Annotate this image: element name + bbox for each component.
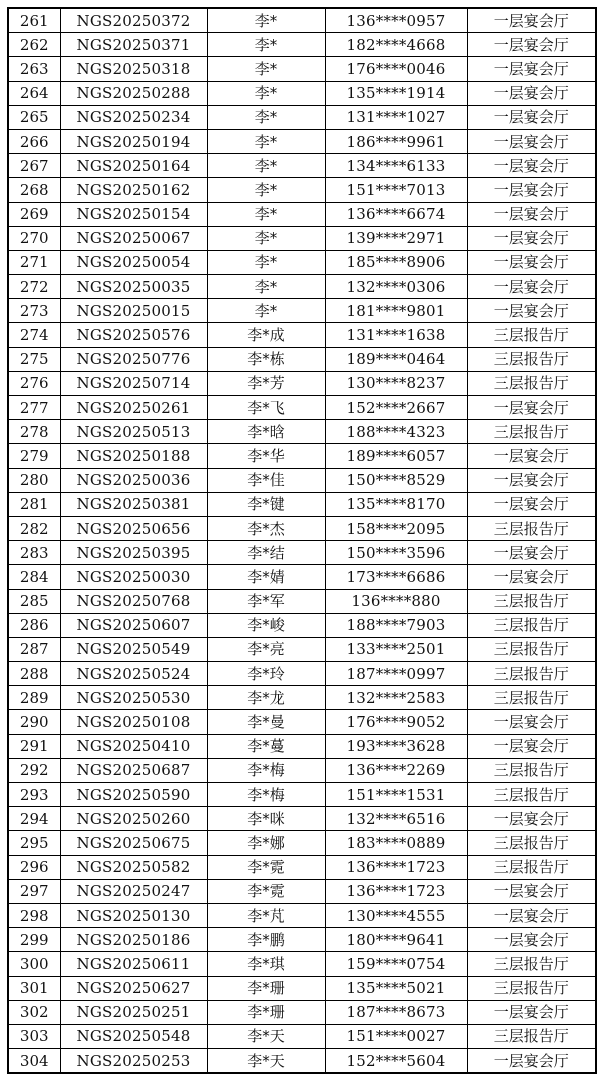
name-cell: 李*鹏 <box>207 928 325 952</box>
venue-cell: 一层宴会厅 <box>467 541 596 565</box>
registration-id-cell: NGS20250607 <box>60 613 207 637</box>
row-number-cell: 277 <box>8 396 60 420</box>
venue-cell: 三层报告厅 <box>467 347 596 371</box>
name-cell: 李*娜 <box>207 831 325 855</box>
row-number-cell: 261 <box>8 8 60 33</box>
name-cell: 李*成 <box>207 323 325 347</box>
name-cell: 李*结 <box>207 541 325 565</box>
registration-id-cell: NGS20250253 <box>60 1049 207 1074</box>
venue-cell: 一层宴会厅 <box>467 928 596 952</box>
phone-cell: 158****2095 <box>325 516 467 540</box>
venue-cell: 三层报告厅 <box>467 855 596 879</box>
venue-cell: 一层宴会厅 <box>467 903 596 927</box>
phone-cell: 188****7903 <box>325 613 467 637</box>
venue-cell: 一层宴会厅 <box>467 807 596 831</box>
table-row <box>8 347 596 371</box>
table-row <box>8 468 596 492</box>
row-number-cell: 282 <box>8 516 60 540</box>
phone-cell: 182****4668 <box>325 33 467 57</box>
venue-cell: 三层报告厅 <box>467 976 596 1000</box>
registration-id-cell: NGS20250530 <box>60 686 207 710</box>
row-number-cell: 286 <box>8 613 60 637</box>
row-number-cell: 270 <box>8 226 60 250</box>
registration-id-cell: NGS20250054 <box>60 250 207 274</box>
phone-cell: 136****6674 <box>325 202 467 226</box>
phone-cell: 151****7013 <box>325 178 467 202</box>
registration-id-cell: NGS20250154 <box>60 202 207 226</box>
registration-id-cell: NGS20250188 <box>60 444 207 468</box>
row-number-cell: 276 <box>8 371 60 395</box>
phone-cell: 188****4323 <box>325 420 467 444</box>
name-cell: 李* <box>207 275 325 299</box>
phone-cell: 185****8906 <box>325 250 467 274</box>
row-number-cell: 294 <box>8 807 60 831</box>
registration-id-cell: NGS20250194 <box>60 129 207 153</box>
registration-id-cell: NGS20250067 <box>60 226 207 250</box>
table-row <box>8 492 596 516</box>
table-row <box>8 8 596 33</box>
phone-cell: 130****4555 <box>325 903 467 927</box>
name-cell: 李*杰 <box>207 516 325 540</box>
row-number-cell: 263 <box>8 57 60 81</box>
row-number-cell: 265 <box>8 105 60 129</box>
venue-cell: 一层宴会厅 <box>467 154 596 178</box>
registration-id-cell: NGS20250247 <box>60 879 207 903</box>
table-body <box>8 8 596 1073</box>
registration-id-cell: NGS20250030 <box>60 565 207 589</box>
name-cell: 李* <box>207 8 325 33</box>
table-row <box>8 903 596 927</box>
name-cell: 李* <box>207 33 325 57</box>
venue-cell: 三层报告厅 <box>467 686 596 710</box>
phone-cell: 186****9961 <box>325 129 467 153</box>
table-row <box>8 299 596 323</box>
venue-cell: 一层宴会厅 <box>467 33 596 57</box>
phone-cell: 150****3596 <box>325 541 467 565</box>
row-number-cell: 290 <box>8 710 60 734</box>
registration-id-cell: NGS20250036 <box>60 468 207 492</box>
row-number-cell: 273 <box>8 299 60 323</box>
venue-cell: 三层报告厅 <box>467 637 596 661</box>
name-cell: 李*飞 <box>207 396 325 420</box>
phone-cell: 132****0306 <box>325 275 467 299</box>
registration-id-cell: NGS20250410 <box>60 734 207 758</box>
name-cell: 李* <box>207 226 325 250</box>
registration-id-cell: NGS20250687 <box>60 758 207 782</box>
registration-id-cell: NGS20250656 <box>60 516 207 540</box>
table-row <box>8 226 596 250</box>
name-cell: 李* <box>207 202 325 226</box>
table-row <box>8 420 596 444</box>
venue-cell: 一层宴会厅 <box>467 178 596 202</box>
name-cell: 李* <box>207 105 325 129</box>
row-number-cell: 264 <box>8 81 60 105</box>
row-number-cell: 296 <box>8 855 60 879</box>
table-row <box>8 81 596 105</box>
venue-cell: 一层宴会厅 <box>467 299 596 323</box>
phone-cell: 133****2501 <box>325 637 467 661</box>
registration-id-cell: NGS20250776 <box>60 347 207 371</box>
registration-id-cell: NGS20250714 <box>60 371 207 395</box>
venue-cell: 一层宴会厅 <box>467 57 596 81</box>
table-row <box>8 928 596 952</box>
row-number-cell: 288 <box>8 662 60 686</box>
phone-cell: 180****9641 <box>325 928 467 952</box>
name-cell: 李*梅 <box>207 758 325 782</box>
registration-id-cell: NGS20250015 <box>60 299 207 323</box>
venue-cell: 一层宴会厅 <box>467 250 596 274</box>
phone-cell: 151****0027 <box>325 1024 467 1048</box>
registration-id-cell: NGS20250627 <box>60 976 207 1000</box>
row-number-cell: 295 <box>8 831 60 855</box>
phone-cell: 152****2667 <box>325 396 467 420</box>
phone-cell: 130****8237 <box>325 371 467 395</box>
name-cell: 李*华 <box>207 444 325 468</box>
venue-cell: 三层报告厅 <box>467 758 596 782</box>
phone-cell: 134****6133 <box>325 154 467 178</box>
table-row <box>8 129 596 153</box>
venue-cell: 一层宴会厅 <box>467 81 596 105</box>
registration-id-cell: NGS20250549 <box>60 637 207 661</box>
venue-cell: 一层宴会厅 <box>467 8 596 33</box>
name-cell: 李*梅 <box>207 783 325 807</box>
row-number-cell: 281 <box>8 492 60 516</box>
name-cell: 李*咪 <box>207 807 325 831</box>
name-cell: 李* <box>207 250 325 274</box>
registration-id-cell: NGS20250186 <box>60 928 207 952</box>
row-number-cell: 304 <box>8 1049 60 1074</box>
name-cell: 李*婧 <box>207 565 325 589</box>
registration-id-cell: NGS20250582 <box>60 855 207 879</box>
phone-cell: 187****8673 <box>325 1000 467 1024</box>
name-cell: 李*珊 <box>207 1000 325 1024</box>
table-row <box>8 154 596 178</box>
registration-id-cell: NGS20250590 <box>60 783 207 807</box>
phone-cell: 136****0957 <box>325 8 467 33</box>
registration-id-cell: NGS20250675 <box>60 831 207 855</box>
table-row <box>8 637 596 661</box>
venue-cell: 一层宴会厅 <box>467 275 596 299</box>
name-cell: 李* <box>207 129 325 153</box>
row-number-cell: 293 <box>8 783 60 807</box>
name-cell: 李*佳 <box>207 468 325 492</box>
venue-cell: 一层宴会厅 <box>467 444 596 468</box>
name-cell: 李*芃 <box>207 903 325 927</box>
registration-id-cell: NGS20250261 <box>60 396 207 420</box>
row-number-cell: 283 <box>8 541 60 565</box>
table-row <box>8 758 596 782</box>
name-cell: 李* <box>207 57 325 81</box>
row-number-cell: 272 <box>8 275 60 299</box>
venue-cell: 一层宴会厅 <box>467 1049 596 1074</box>
venue-cell: 三层报告厅 <box>467 516 596 540</box>
row-number-cell: 266 <box>8 129 60 153</box>
phone-cell: 187****0997 <box>325 662 467 686</box>
registration-id-cell: NGS20250234 <box>60 105 207 129</box>
row-number-cell: 268 <box>8 178 60 202</box>
table-row <box>8 202 596 226</box>
venue-cell: 一层宴会厅 <box>467 492 596 516</box>
phone-cell: 151****1531 <box>325 783 467 807</box>
name-cell: 李*军 <box>207 589 325 613</box>
row-number-cell: 287 <box>8 637 60 661</box>
name-cell: 李*天 <box>207 1024 325 1048</box>
name-cell: 李* <box>207 299 325 323</box>
registration-id-cell: NGS20250768 <box>60 589 207 613</box>
venue-cell: 一层宴会厅 <box>467 1000 596 1024</box>
name-cell: 李*键 <box>207 492 325 516</box>
phone-cell: 181****9801 <box>325 299 467 323</box>
registration-id-cell: NGS20250611 <box>60 952 207 976</box>
phone-cell: 136****2269 <box>325 758 467 782</box>
registration-id-cell: NGS20250381 <box>60 492 207 516</box>
row-number-cell: 267 <box>8 154 60 178</box>
registration-id-cell: NGS20250164 <box>60 154 207 178</box>
registration-id-cell: NGS20250318 <box>60 57 207 81</box>
table-row <box>8 879 596 903</box>
row-number-cell: 292 <box>8 758 60 782</box>
registration-list-sheet <box>7 7 595 1074</box>
row-number-cell: 285 <box>8 589 60 613</box>
row-number-cell: 279 <box>8 444 60 468</box>
table-row <box>8 516 596 540</box>
row-number-cell: 301 <box>8 976 60 1000</box>
venue-cell: 一层宴会厅 <box>467 105 596 129</box>
registration-id-cell: NGS20250372 <box>60 8 207 33</box>
registration-id-cell: NGS20250395 <box>60 541 207 565</box>
venue-cell: 一层宴会厅 <box>467 734 596 758</box>
venue-cell: 一层宴会厅 <box>467 226 596 250</box>
registration-id-cell: NGS20250130 <box>60 903 207 927</box>
registration-id-cell: NGS20250524 <box>60 662 207 686</box>
table-row <box>8 57 596 81</box>
table-row <box>8 275 596 299</box>
row-number-cell: 274 <box>8 323 60 347</box>
name-cell: 李*曼 <box>207 710 325 734</box>
name-cell: 李*龙 <box>207 686 325 710</box>
venue-cell: 一层宴会厅 <box>467 468 596 492</box>
venue-cell: 一层宴会厅 <box>467 202 596 226</box>
registration-id-cell: NGS20250251 <box>60 1000 207 1024</box>
table-row <box>8 686 596 710</box>
venue-cell: 一层宴会厅 <box>467 565 596 589</box>
row-number-cell: 289 <box>8 686 60 710</box>
table-row <box>8 831 596 855</box>
registration-id-cell: NGS20250162 <box>60 178 207 202</box>
venue-cell: 三层报告厅 <box>467 831 596 855</box>
table-row <box>8 1000 596 1024</box>
row-number-cell: 280 <box>8 468 60 492</box>
phone-cell: 135****8170 <box>325 492 467 516</box>
name-cell: 李*栋 <box>207 347 325 371</box>
name-cell: 李*晗 <box>207 420 325 444</box>
venue-cell: 三层报告厅 <box>467 589 596 613</box>
row-number-cell: 269 <box>8 202 60 226</box>
name-cell: 李*霓 <box>207 855 325 879</box>
registration-id-cell: NGS20250576 <box>60 323 207 347</box>
phone-cell: 176****9052 <box>325 710 467 734</box>
name-cell: 李*峻 <box>207 613 325 637</box>
table-row <box>8 541 596 565</box>
phone-cell: 135****5021 <box>325 976 467 1000</box>
venue-cell: 三层报告厅 <box>467 662 596 686</box>
table-row <box>8 33 596 57</box>
venue-cell: 三层报告厅 <box>467 420 596 444</box>
table-row <box>8 565 596 589</box>
table-row <box>8 855 596 879</box>
table-row <box>8 371 596 395</box>
row-number-cell: 298 <box>8 903 60 927</box>
name-cell: 李*霓 <box>207 879 325 903</box>
name-cell: 李*琪 <box>207 952 325 976</box>
venue-cell: 三层报告厅 <box>467 952 596 976</box>
table-row <box>8 589 596 613</box>
phone-cell: 132****2583 <box>325 686 467 710</box>
table-row <box>8 710 596 734</box>
phone-cell: 150****8529 <box>325 468 467 492</box>
table-row <box>8 807 596 831</box>
registration-id-cell: NGS20250371 <box>60 33 207 57</box>
registration-id-cell: NGS20250035 <box>60 275 207 299</box>
name-cell: 李*芳 <box>207 371 325 395</box>
table-row <box>8 952 596 976</box>
venue-cell: 一层宴会厅 <box>467 129 596 153</box>
registration-id-cell: NGS20250548 <box>60 1024 207 1048</box>
venue-cell: 三层报告厅 <box>467 323 596 347</box>
venue-cell: 三层报告厅 <box>467 783 596 807</box>
registration-id-cell: NGS20250288 <box>60 81 207 105</box>
name-cell: 李*亮 <box>207 637 325 661</box>
venue-cell: 一层宴会厅 <box>467 396 596 420</box>
phone-cell: 173****6686 <box>325 565 467 589</box>
row-number-cell: 302 <box>8 1000 60 1024</box>
table-row <box>8 662 596 686</box>
registration-id-cell: NGS20250108 <box>60 710 207 734</box>
registration-id-cell: NGS20250513 <box>60 420 207 444</box>
phone-cell: 189****6057 <box>325 444 467 468</box>
table-row <box>8 783 596 807</box>
row-number-cell: 300 <box>8 952 60 976</box>
phone-cell: 183****0889 <box>325 831 467 855</box>
table-row <box>8 976 596 1000</box>
row-number-cell: 299 <box>8 928 60 952</box>
venue-cell: 一层宴会厅 <box>467 710 596 734</box>
registration-id-cell: NGS20250260 <box>60 807 207 831</box>
row-number-cell: 271 <box>8 250 60 274</box>
table-row <box>8 105 596 129</box>
name-cell: 李*玲 <box>207 662 325 686</box>
phone-cell: 131****1638 <box>325 323 467 347</box>
row-number-cell: 262 <box>8 33 60 57</box>
table-row <box>8 250 596 274</box>
table-row <box>8 178 596 202</box>
row-number-cell: 291 <box>8 734 60 758</box>
phone-cell: 131****1027 <box>325 105 467 129</box>
venue-cell: 三层报告厅 <box>467 1024 596 1048</box>
venue-cell: 一层宴会厅 <box>467 879 596 903</box>
name-cell: 李* <box>207 178 325 202</box>
phone-cell: 189****0464 <box>325 347 467 371</box>
row-number-cell: 297 <box>8 879 60 903</box>
table-row <box>8 396 596 420</box>
row-number-cell: 275 <box>8 347 60 371</box>
row-number-cell: 278 <box>8 420 60 444</box>
phone-cell: 139****2971 <box>325 226 467 250</box>
phone-cell: 132****6516 <box>325 807 467 831</box>
phone-cell: 135****1914 <box>325 81 467 105</box>
name-cell: 李* <box>207 81 325 105</box>
phone-cell: 176****0046 <box>325 57 467 81</box>
table-row <box>8 734 596 758</box>
table-row <box>8 323 596 347</box>
phone-cell: 152****5604 <box>325 1049 467 1074</box>
registration-table <box>7 7 597 1074</box>
table-row <box>8 1049 596 1074</box>
table-row <box>8 444 596 468</box>
table-row <box>8 1024 596 1048</box>
table-row <box>8 613 596 637</box>
phone-cell: 136****880 <box>325 589 467 613</box>
venue-cell: 三层报告厅 <box>467 613 596 637</box>
row-number-cell: 284 <box>8 565 60 589</box>
name-cell: 李*蔓 <box>207 734 325 758</box>
phone-cell: 159****0754 <box>325 952 467 976</box>
name-cell: 李*珊 <box>207 976 325 1000</box>
row-number-cell: 303 <box>8 1024 60 1048</box>
venue-cell: 三层报告厅 <box>467 371 596 395</box>
phone-cell: 136****1723 <box>325 879 467 903</box>
phone-cell: 193****3628 <box>325 734 467 758</box>
name-cell: 李*天 <box>207 1049 325 1074</box>
name-cell: 李* <box>207 154 325 178</box>
phone-cell: 136****1723 <box>325 855 467 879</box>
